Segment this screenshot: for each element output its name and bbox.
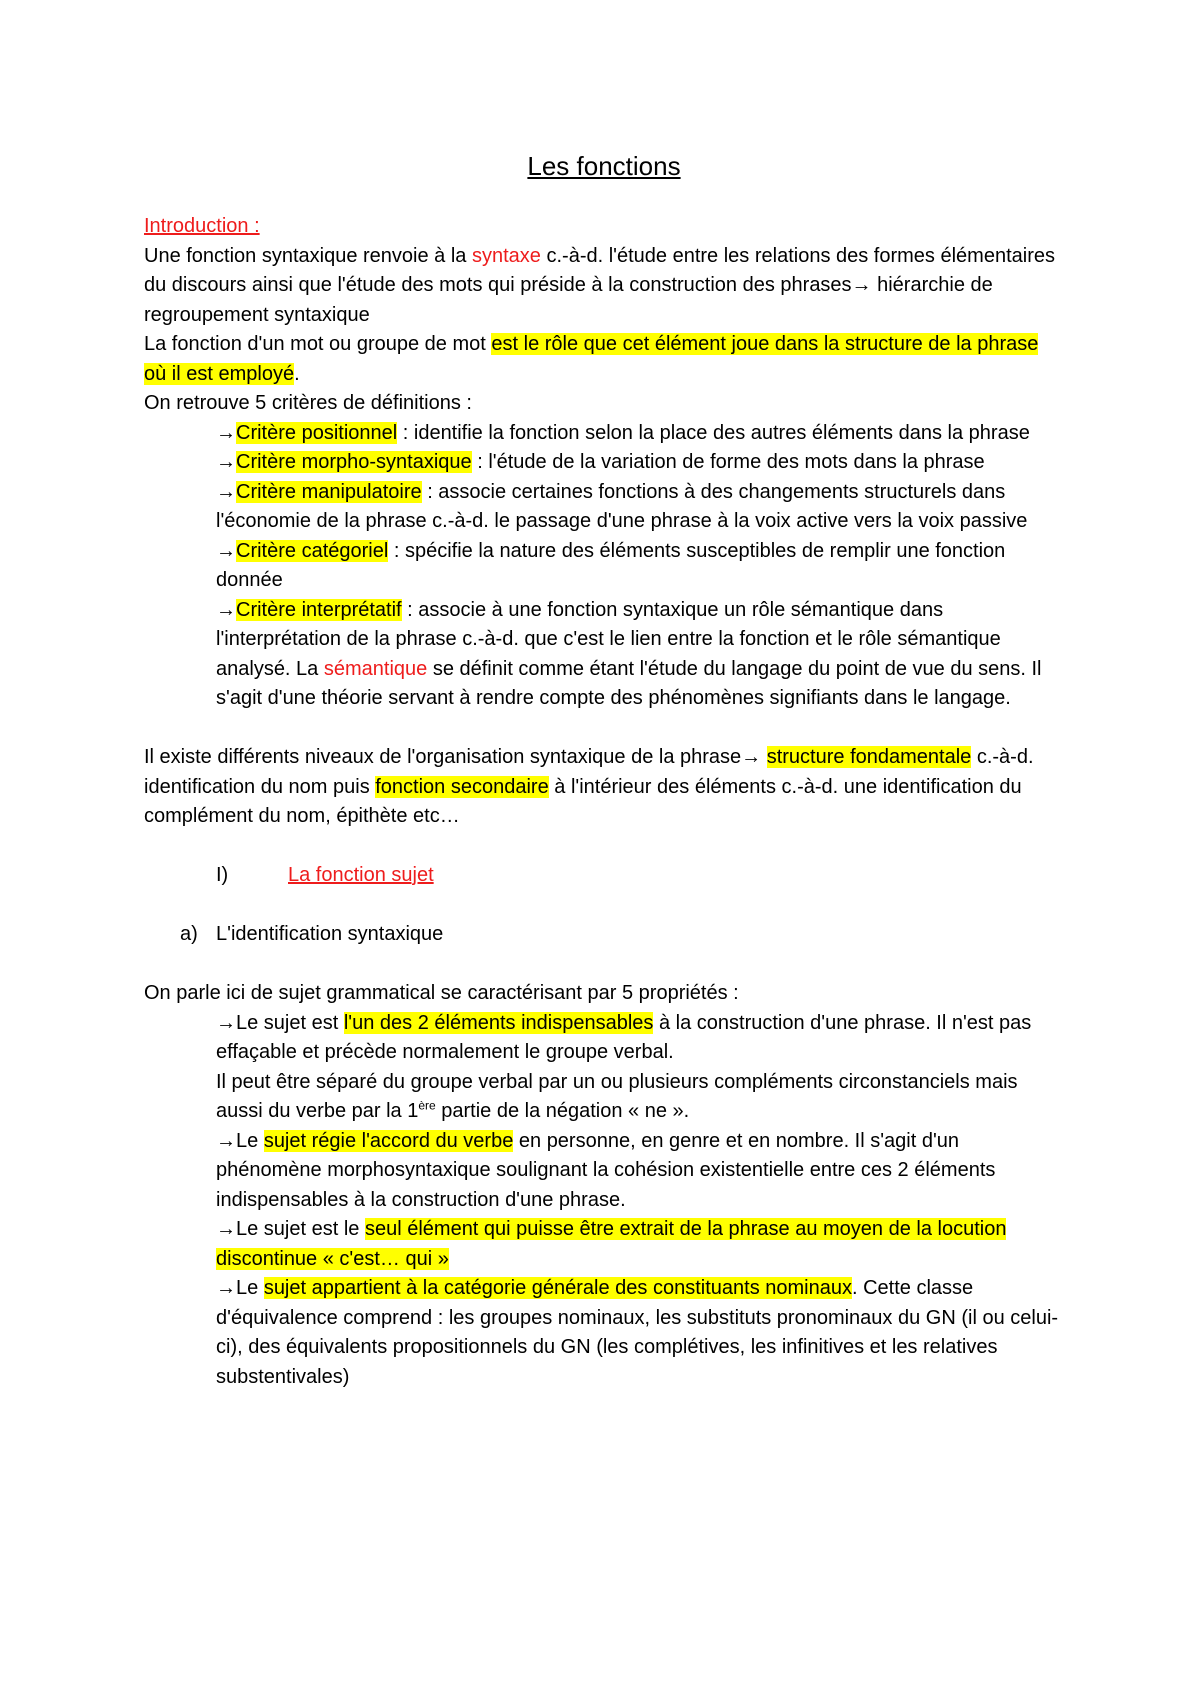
arrow-icon: →: [216, 539, 236, 562]
intro-paragraph-1: [144, 242, 1064, 331]
spacer: [144, 832, 1064, 862]
intro-paragraph-2: [144, 330, 1064, 389]
arrow-icon: →: [216, 480, 236, 503]
subsection-title: L'identification syntaxique: [216, 923, 444, 945]
critere-item: [216, 478, 1064, 537]
critere-label: Critère positionnel: [236, 421, 398, 444]
critere-item: [216, 537, 1064, 596]
niveaux-paragraph: [144, 743, 1064, 832]
text: La fonction d'un mot ou groupe de mot: [144, 333, 492, 355]
text: Il existe différents niveaux de l'organisation syntaxique de la phrase→: [144, 746, 767, 768]
text: →Le sujet est: [216, 1011, 344, 1034]
text: : l'étude de la variation de forme des mots dans la phrase: [471, 451, 985, 473]
highlight: fonction secondaire: [375, 775, 549, 798]
term-semantique: sémantique: [323, 657, 428, 680]
page-title: Les fonctions: [527, 151, 681, 181]
intro-paragraph-3: On retrouve 5 critères de définitions :: [144, 392, 472, 414]
section-heading: [216, 861, 1064, 891]
text: partie de la négation « ne ».: [435, 1100, 690, 1122]
subsection-number: a): [180, 923, 198, 945]
critere-item: [216, 448, 1064, 478]
text: Une fonction syntaxique renvoie à la: [144, 244, 472, 267]
highlight: sujet régie l'accord du verbe: [263, 1129, 514, 1152]
propriete-item: [216, 1009, 1064, 1068]
spacer: [144, 950, 1064, 980]
term-syntaxe: syntaxe: [471, 244, 541, 267]
text: →Le sujet est le: [216, 1218, 365, 1240]
subsection-heading: [180, 920, 1064, 950]
text: : associe à une fonction syntaxique un rôle sémantique dans l'interprétation de la phrase c.-à-d. que c'est le lien entre la fonction et le rôle sémantique analysé. La: [216, 598, 1001, 680]
text: se définit comme étant l'étude du langage du point de vue du sens. Il s'agit d'une théorie servant à rendre compte des phénomènes signifiants dans le langage.: [216, 657, 1042, 709]
section-title: La fonction sujet: [288, 864, 434, 886]
text: Il peut être séparé du groupe verbal par un ou plusieurs compléments circonstanciels mais aussi du verbe par la 1: [216, 1070, 1018, 1122]
text: →Le: [216, 1277, 264, 1299]
text: à la construction d'une phrase. Il n'est pas effaçable et précède normalement le groupe verbal.: [216, 1011, 1032, 1063]
arrow-icon: →: [216, 451, 236, 473]
highlight: seul élément qui puisse être extrait de la phrase au moyen de la locution discontinue « c'est… qui »: [216, 1218, 1007, 1270]
text: →Le: [216, 1129, 264, 1152]
critere-item: [216, 419, 1064, 449]
highlight: sujet appartient à la catégorie générale des constituants nominaux: [263, 1277, 852, 1299]
spacer: [144, 714, 1064, 744]
highlight: est le rôle que cet élément joue dans la structure de la phrase où il est employé: [144, 333, 1039, 385]
critere-item: [216, 596, 1064, 714]
text: : associe certaines fonctions à des changements structurels dans l'économie de la phrase c.-à-d. le passage d'une phrase à la voix active vers la voix passive: [216, 480, 1028, 532]
propriete-continuation: [216, 1068, 1064, 1127]
sujet-intro: On parle ici de sujet grammatical se caractérisant par 5 propriétés :: [144, 982, 739, 1004]
critere-label: Critère interprétatif: [236, 598, 402, 621]
highlight: structure fondamentale: [766, 746, 972, 768]
arrow-icon: →: [216, 421, 236, 444]
text: .: [294, 362, 300, 385]
propriete-item: [216, 1274, 1064, 1392]
propriete-item: [216, 1215, 1064, 1274]
text: . Cette classe d'équivalence comprend : les groupes nominaux, les substituts pronominaux du GN (il ou celui-ci), des équivalents propositionnels du GN (les complétives, les infinitives et les relatives substentivales): [216, 1277, 1059, 1388]
arrow-icon: →: [216, 598, 236, 621]
text: : identifie la fonction selon la place des autres éléments dans la phrase: [397, 421, 1030, 444]
section-number: I): [216, 864, 229, 886]
spacer: [144, 891, 1064, 921]
critere-label: Critère catégoriel: [236, 539, 389, 562]
text: c.-à-d. l'étude entre les relations des formes élémentaires du discours ainsi que l'étude des mots qui préside à la construction des phrases→ hiérarchie de regroupement syntaxique: [144, 244, 1055, 326]
text: : spécifie la nature des éléments susceptibles de remplir une fonction donnée: [216, 539, 1006, 591]
superscript: ère: [418, 1098, 436, 1113]
highlight: l'un des 2 éléments indispensables: [343, 1011, 654, 1034]
text: c.-à-d. identification du nom puis: [144, 746, 1034, 798]
critere-label: Critère morpho-syntaxique: [236, 451, 472, 473]
text: en personne, en genre et en nombre. Il s'agit d'un phénomène morphosyntaxique soulignant la cohésion existentielle entre ces 2 éléments indispensables à la construction d'une phrase.: [216, 1129, 996, 1211]
intro-heading: Introduction :: [144, 215, 260, 237]
text: à l'intérieur des éléments c.-à-d. une identification du complément du nom, épithète etc…: [144, 775, 1022, 827]
document-page: [144, 150, 1064, 1392]
propriete-item: [216, 1127, 1064, 1216]
critere-label: Critère manipulatoire: [236, 480, 422, 503]
